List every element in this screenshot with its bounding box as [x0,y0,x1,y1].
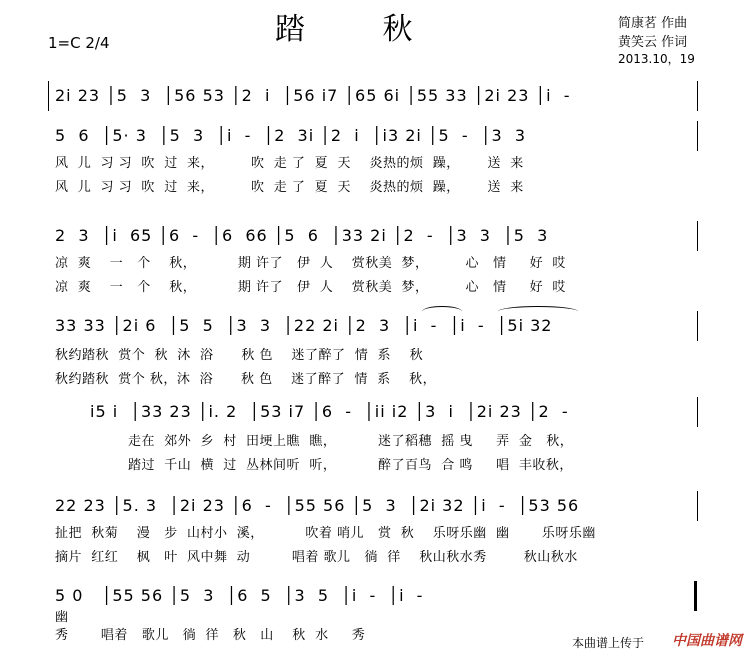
site-logo: 中国曲谱网 [672,633,742,649]
lyric-line: 幽 [55,610,69,625]
lyric-line: 风 儿 习 习 吹 过 来， 吹 走 了 夏 天 炎热的烦 躁， 送 来 [55,180,524,195]
upload-note: 本曲谱上传于 [572,636,645,650]
date-credit: 2013.10，19 [618,52,695,66]
barline [697,397,698,427]
notes: 33 33 │2i 6 │5 5 │3 3 │22 2i │2 3 │i - │i - │5i 32 [55,316,553,335]
notation-row-1 [0,86,744,116]
lyric-line: 风 儿 习 习 吹 过 来， 吹 走 了 夏 天 炎热的烦 躁， 送 来 [55,156,524,171]
key-signature: 1=C 2/4 [48,34,110,52]
barline [48,81,49,111]
barline [697,121,698,151]
notes: 5 0 │55 56 │5 3 │6 5 │3 5 │i - │i - [55,586,424,605]
lyricist-credit: 黄笑云 作词 [618,35,688,50]
notation-row-5 [0,402,744,432]
lyric-line: 凉 爽 一 个 秋， 期 许了 伊 人 赏秋美 梦， 心 情 好 哎 [55,256,566,271]
barline [697,221,698,251]
composer-credit: 简康茗 作曲 [618,16,688,31]
lyric-line: 凉 爽 一 个 秋， 期 许了 伊 人 赏秋美 梦， 心 情 好 哎 [55,280,566,295]
lyric-line: 秋约踏秋 赏个 秋，沐 浴 秋 色 迷了醉了 情 系 秋， [55,372,437,387]
barline [697,491,698,521]
barline [697,311,698,341]
notation-row-7 [0,586,744,616]
notes: i5 i │33 23 │i. 2 │53 i7 │6 - │ii i2 │3 i │2i 23 │2 - [90,402,569,421]
song-title: 踏 秋 [275,12,447,47]
notes: 5 6 │5· 3 │5 3 │i - │2 3i │2 i │i3 2i │5 - │3 3 [55,126,527,145]
barline [697,81,698,111]
lyric-line: 摘片 红红 枫 叶 风中舞 动 唱着 歌儿 徜 徉 秋山秋水秀 秋山秋水 [55,550,578,565]
final-barline [694,581,697,611]
notes: 2 3 │i 65 │6 - │6 66 │5 6 │33 2i │2 - │3 3 │5 3 [55,226,549,245]
lyric-line: 踏过 千山 横 过 丛林间听 听， 醉了百鸟 合 鸣 唱 丰收秋， [128,458,573,473]
lyric-line: 走在 郊外 乡 村 田埂上瞧 瞧， 迷了稻穗 摇 曳 弄 金 秋， [128,434,574,449]
lyric-line: 扯把 秋菊 漫 步 山村小 溪， 吹着 哨儿 赏 秋 乐呀乐幽 幽 乐呀乐幽 [55,526,596,541]
lyric-line: 秀 唱着 歌儿 徜 徉 秋 山 秋 水 秀 [55,628,366,643]
notes: 22 23 │5. 3 │2i 23 │6 - │55 56 │5 3 │2i 32 │i - │53 56 [55,496,580,515]
lyric-line: 秋约踏秋 赏个 秋 沐 浴 秋 色 迷了醉了 情 系 秋 [55,348,424,363]
notation-row-4 [0,316,744,346]
notes: 2i 23 │5 3 │56 53 │2 i │56 i7 │65 6i │55 33 │2i 23 │i - [55,86,571,105]
